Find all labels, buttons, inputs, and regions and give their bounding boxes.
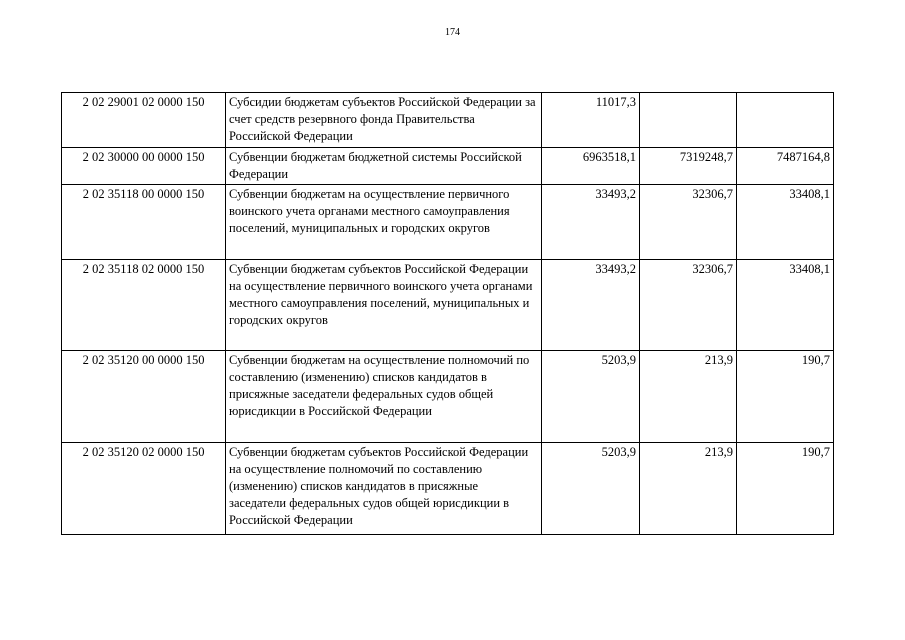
- revenue-code-cell: 2 02 35118 00 0000 150: [62, 185, 226, 260]
- amount-year2-cell: 32306,7: [640, 260, 737, 351]
- amount-year2-cell: 213,9: [640, 351, 737, 443]
- amount-year3-cell: [737, 93, 834, 148]
- table-row: [62, 185, 834, 260]
- amount-year1-cell: 5203,9: [542, 351, 640, 443]
- revenue-description-cell: Субсидии бюджетам субъектов Российской Федерации за счет средств резервного фонда Правительства Российской Федерации: [226, 93, 542, 148]
- revenue-description-cell: Субвенции бюджетам бюджетной системы Российской Федерации: [226, 148, 542, 185]
- revenue-code-cell: 2 02 29001 02 0000 150: [62, 93, 226, 148]
- revenue-code-cell: 2 02 35120 02 0000 150: [62, 443, 226, 535]
- budget-table: [61, 92, 834, 535]
- revenue-code-cell: 2 02 35118 02 0000 150: [62, 260, 226, 351]
- revenue-description-cell: Субвенции бюджетам на осуществление полномочий по составлению (изменению) списков кандидатов в присяжные заседатели федеральных судов общей юрисдикции в Российской Федерации: [226, 351, 542, 443]
- table-row: [62, 93, 834, 148]
- amount-year3-cell: 33408,1: [737, 185, 834, 260]
- table-row: [62, 148, 834, 185]
- amount-year3-cell: 33408,1: [737, 260, 834, 351]
- amount-year3-cell: 7487164,8: [737, 148, 834, 185]
- amount-year3-cell: 190,7: [737, 351, 834, 443]
- revenue-code-cell: 2 02 35120 00 0000 150: [62, 351, 226, 443]
- amount-year1-cell: 11017,3: [542, 93, 640, 148]
- table-row: [62, 443, 834, 535]
- amount-year3-cell: 190,7: [737, 443, 834, 535]
- page-number: 174: [445, 27, 460, 38]
- amount-year1-cell: 33493,2: [542, 260, 640, 351]
- revenue-code-cell: 2 02 30000 00 0000 150: [62, 148, 226, 185]
- amount-year2-cell: 32306,7: [640, 185, 737, 260]
- revenue-description-cell: Субвенции бюджетам субъектов Российской Федерации на осуществление полномочий по составлению (изменению) списков кандидатов в присяжные заседатели федеральных судов общей юрисдикции в Российской Федерации: [226, 443, 542, 535]
- amount-year1-cell: 33493,2: [542, 185, 640, 260]
- revenue-description-cell: Субвенции бюджетам субъектов Российской Федерации на осуществление первичного воинского учета органами местного самоуправления поселений, муниципальных и городских округов: [226, 260, 542, 351]
- revenue-description-cell: Субвенции бюджетам на осуществление первичного воинского учета органами местного самоуправления поселений, муниципальных и городских округов: [226, 185, 542, 260]
- amount-year2-cell: [640, 93, 737, 148]
- amount-year2-cell: 7319248,7: [640, 148, 737, 185]
- table-row: [62, 260, 834, 351]
- amount-year1-cell: 6963518,1: [542, 148, 640, 185]
- amount-year2-cell: 213,9: [640, 443, 737, 535]
- amount-year1-cell: 5203,9: [542, 443, 640, 535]
- table-row: [62, 351, 834, 443]
